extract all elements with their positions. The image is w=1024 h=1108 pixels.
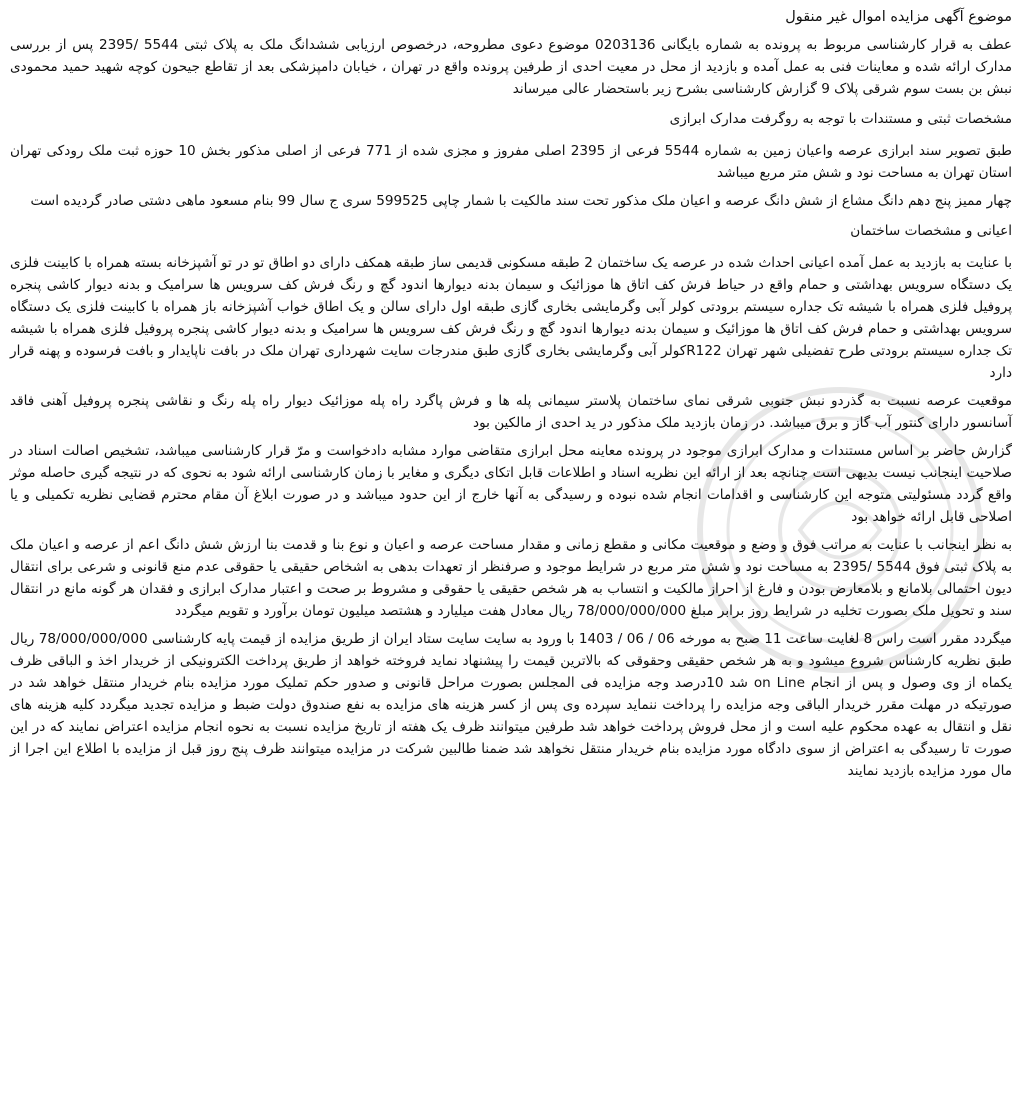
notice-title: موضوع آگهی مزایده اموال غیر منقول	[785, 9, 1012, 25]
paragraph-ownership: چهار ممیز پنج دهم دانگ مشاع از شش دانگ عرصه و اعیان ملک مذکور تحت سند مالکیت با شمار چاپی 599525 سری ج سال 99 بنام مسعود ماهی دشتی صادر گردیده است	[30, 193, 1012, 209]
paragraph-disclaimer: گزارش حاضر بر اساس مستندات و مدارک ابرازی موجود در پرونده معاینه محل ابرازی متقاضی موارد مشابه دادخواست و مرّ قرار کارشناسی میباشد، تشخیص اصالت اسناد در صلاحیت اینجانب نیست بدیهی است چنانچه بعد از ارائه این نظریه اسناد و اطلاعات قابل اتکای دیگری و مغایر با زمان کارشناسی ارائه شود به نحوی که در نتیجه گیری حاصله موثر واقع گردد مسئولیتی متوجه این کارشناسی و اقدامات انجام شده نبوده و رسیدگی به آنها خارج از این حدود میباشد و در صورت ابلاغ آن مقام محترم قضایی نظریه تکمیلی و یا اصلاحی قابل ارائه خواهد بود	[10, 443, 1012, 525]
paragraph-auction-terms: میگردد مقرر است راس 8 لغایت ساعت 11 صبح به مورخه 06 / 06 / 1403 با ورود به سایت سایت ستاد ایران از طریق مزایده از قیمت پایه کارشناسی 78/000/000/000 ریال طبق نظریه کارشناس شروع میشود و به هر شخص حقیقی وحقوقی که بالاترین قیمت را پیشنهاد نماید فروخته خواهد از طریق پرداخت الکترونیکی از خریدار اخذ و الباقی ظرف یکماه از وی وصول و پس از انجام on Line شد 10درصد وجه مزایده فی المجلس بصورت مراحل قانونی و صدور حکم تملیک مورد مزایده بنام خریدار منتقل خواهد شد در صورتیکه در مهلت مقرر خریدار الباقی وجه مزایده را پرداخت ننماید سپرده وی پس از کسر هزینه های مزایده به نفع صندوق دولت ضبط و مزایده تجدید میگردد کلیه هزینه های نقل و انتقال به عهده محکوم علیه است و از محل فروش پرداخت خواهد شد طرفین میتوانند ظرف یک هفته از تاریخ مزایده نسبت به نحوه انجام مزایده اعتراض نمایند که در این صورت تا رسیدگی به اعتراض از سوی دادگاه مورد مزایده بنام خریدار منتقل نخواهد شد ضمنا طالبین شرکت در مزایده میتوانند ظرف پنج روز قبل از مزایده با اطلاع این اجرا از مال مورد مزایده بازدید نمایند	[10, 631, 1012, 779]
paragraph-intro: عطف به قرار کارشناسی مربوط به پرونده به شماره بایگانی 0203136 موضوع دعوی مطروحه، درخصوص ارزیابی ششدانگ ملک به پلاک ثبتی 5544 /2395 پس از بررسی مدارک ارائه شده و معاینات فنی به عمل آمده و بازدید از محل در معیت احدی از طرفین پرونده واقع در تهران ، خیابان دامپزشکی بعد از تقاطع جیحون کوچه شهید حمید محمودی نبش بن بست سوم شرقی پلاک 9 گزارش کارشناسی بشرح زیر باستحضار عالی میرساند	[10, 37, 1013, 97]
paragraph-location: موقعیت عرصه نسبت به گذردو نبش جنوبی شرقی نمای ساختمان پلاستر سیمانی پله ها و فرش پاگرد راه پله موزائیک دیوار راه پله رنگ و نقاشی پنجره پروفیل آهنی فاقد آسانسور دارای کنتور آب گاز و برق میباشد. در زمان بازدید ملک مذکور در ید احدی از مالکین بود	[10, 393, 1012, 431]
paragraph-building-description: با عنایت به بازدید به عمل آمده اعیانی احداث شده در عرصه یک ساختمان 2 طبقه مسکونی قدیمی ساز طبقه همکف دارای دو اطاق تو در تو آشپزخانه بسته همراه با کابینت فلزی یک دستگاه سرویس بهداشتی و حمام واقع در حیاط فرش کف اتاق ها موزائیک و سیمان بدنه دیوارها اندود گچ و رنگ فرش کف سرویس ها سرامیک و بدنه دیوار کاشی پنجره پروفیل فلزی همراه با شیشه تک جداره سیستم برودتی کولر آبی وگرمایشی بخاری گازی طبقه اول دارای سالن و یک اطاق خواب آشپزخانه باز همراه با کابینت فلزی یک دستگاه سرویس بهداشتی و حمام فرش کف اتاق ها موزائیک و سیمان بدنه دیوارها اندود گچ و رنگ فرش کف سرویس ها سرامیک و بدنه دیوار کاشی پنجره پروفیل فلزی همراه با شیشه تک جداره سیستم برودتی طرح تفضیلی شهر تهران R122کولر آبی وگرمایشی بخاری گازی طبق مندرجات سایت شهرداری تهران ملک در بافت ناپایدار و بافت فرسوده و پهنه قرار دارد	[10, 255, 1013, 381]
section-heading-building: اعیانی و مشخصات ساختمان	[850, 223, 1012, 239]
paragraph-deed: طبق تصویر سند ابرازی عرصه واعیان زمین به شماره 5544 فرعی از 2395 اصلی مفروز و مجزی شده از 771 فرعی از اصلی مذکور بخش 10 حوزه ثبت ملک رودکی تهران استان تهران به مساحت نود و شش متر مربع میباشد	[10, 143, 1013, 181]
section-heading-registration: مشخصات ثبتی و مستندات با توجه به روگرفت مدارک ابرازی	[669, 111, 1012, 127]
paragraph-valuation: به نظر اینجانب با عنایت به مراتب فوق و وضع و موقعیت مکانی و مقطع زمانی و مقدار مساحت عرصه و اعیان و نوع بنا و قدمت بنا ارزش شش دانگ اعم از عرصه و اعیان ملک به پلاک ثبتی فوق 5544 /2395 به مساحت نود و شش متر مربع در شرایط موجود و صرفنظر از تعهدات بدهی به اشخاص حقیقی یا حقوقی عدم منع قانونی و شرعی برای انتقال دیون احتمالی بلامانع و بلامعارض بودن و فارغ از احراز مالکیت و انتساب به هر شخص حقیقی یا حقوقی و مشروط بر صحت و اعتبار مدارک ابرازی و فقدان هر گونه مانع در انتقال سند و تحویل ملک بصورت تخلیه در شرایط روز برابر مبلغ 78/000/000/000 ریال معادل هفت میلیارد و هشتصد میلیون تومان برآورد و تقویم میگردد	[10, 537, 1012, 619]
